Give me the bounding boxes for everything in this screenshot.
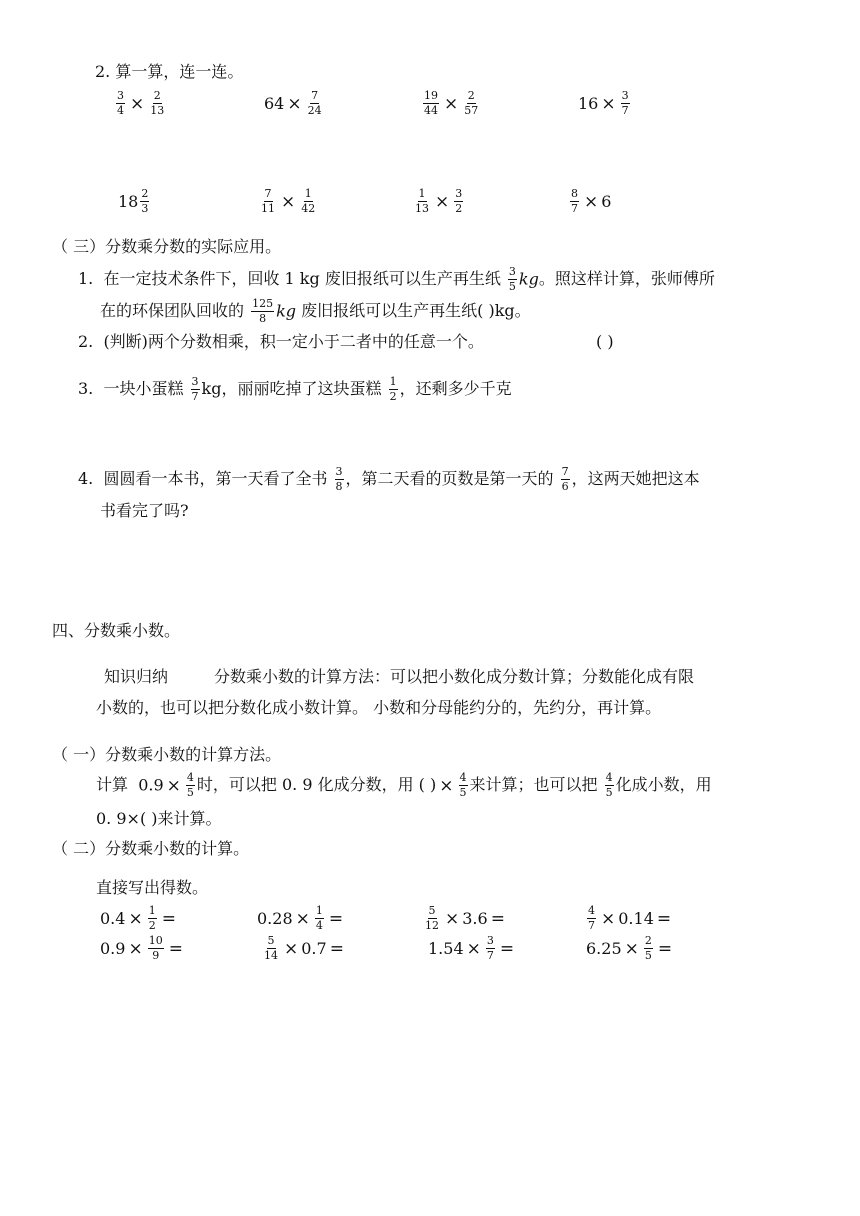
expr-bottom-1: 18 $\frac{2}{3}$ xyxy=(118,187,149,215)
section-3-title: （ 三）分数乘分数的实际应用。 xyxy=(52,237,282,256)
fraction: $\frac{1}{13}$ xyxy=(415,187,429,215)
fraction: $\frac{125}{8}$ xyxy=(252,297,274,325)
fraction: $\frac{3}{8}$ xyxy=(335,465,343,493)
expr-bottom-2: $\frac{7}{11}$ × $\frac{1}{42}$ xyxy=(261,187,316,215)
fraction: $\frac{10}{9}$ xyxy=(148,934,163,962)
fraction: $\frac{4}{5}$ xyxy=(459,771,467,799)
expr-top-1: $\frac{3}{4}$ × $\frac{2}{13}$ xyxy=(117,89,165,117)
fraction: $\frac{3}{4}$ xyxy=(117,89,124,117)
question-2: 2. (判断)两个分数相乘，积一定小于二者中的任意一个。 xyxy=(78,332,484,351)
section-4-title: 四、分数乘小数。 xyxy=(52,621,181,640)
fraction: $\frac{1}{42}$ xyxy=(301,187,316,215)
calc-r2-4: 6.25 × $\frac{2}{5}$ = xyxy=(586,934,673,962)
calc-r1-3: $\frac{5}{12}$ × 3.6 = xyxy=(425,904,505,932)
calc-r2-2: $\frac{5}{14}$ × 0.7 = xyxy=(264,934,344,962)
calc-r2-3: 1.54 × $\frac{3}{7}$ = xyxy=(428,934,515,962)
fraction: $\frac{2}{5}$ xyxy=(644,934,652,962)
fraction: $\frac{7}{24}$ xyxy=(307,89,322,117)
calc-r1-4: $\frac{4}{7}$ × 0.14 = xyxy=(588,904,672,932)
calc-r2-1: 0.9 × $\frac{10}{9}$ = xyxy=(100,934,183,962)
knowledge-text-1: 分数乘小数的计算方法：可以把小数化成分数计算；分数能化成有限 xyxy=(214,667,695,686)
knowledge-label: 知识归纳 xyxy=(104,667,169,686)
fraction: $\frac{5}{12}$ xyxy=(425,904,439,932)
fraction: $\frac{3}{2}$ xyxy=(455,187,463,215)
question-1-line-1: 1. 在一定技术条件下，回收 1 kg 废旧报纸可以生产再生纸 $\frac{3}{5}$ kg。照这样计算，张师傅所 xyxy=(78,265,715,293)
fraction: $\frac{1}{4}$ xyxy=(315,904,323,932)
expr-bottom-4: $\frac{8}{7}$ × 6 xyxy=(571,187,612,215)
subsection-2-title: （ 二）分数乘小数的计算。 xyxy=(52,839,250,858)
question-4-line-2: 书看完了吗? xyxy=(100,501,189,520)
fraction: $\frac{3}{7}$ xyxy=(191,375,199,403)
question-1-line-2: 在的环保团队回收的 $\frac{125}{8}$ kg 废旧报纸可以生产再生纸( )kg。 xyxy=(100,297,531,325)
fraction: $\frac{2}{13}$ xyxy=(150,89,165,117)
subsection-1-line-1: 计算 0.9 × $\frac{4}{5}$ 时，可以把 0. 9 化成分数，用 ( ) × $\frac{4}{5}$ 来计算；也可以把 $\frac{4}{5}$ 化成小数，用 xyxy=(96,771,712,799)
fraction: $\frac{1}{2}$ xyxy=(148,904,156,932)
fraction: $\frac{3}{7}$ xyxy=(621,89,629,117)
question-2-answer-paren: ( ) xyxy=(596,332,614,351)
instruction: 直接写出得数。 xyxy=(96,878,209,897)
fraction: $\frac{2}{57}$ xyxy=(464,89,479,117)
calc-r1-1: 0.4 × $\frac{1}{2}$ = xyxy=(100,904,176,932)
subsection-1-title: （ 一）分数乘小数的计算方法。 xyxy=(52,745,282,764)
expr-bottom-3: $\frac{1}{13}$ × $\frac{3}{2}$ xyxy=(415,187,463,215)
expr-top-3: $\frac{19}{44}$ × $\frac{2}{57}$ xyxy=(424,89,479,117)
fraction: $\frac{4}{7}$ xyxy=(588,904,595,932)
calc-r1-2: 0.28 × $\frac{1}{4}$ = xyxy=(257,904,344,932)
fraction: $\frac{3}{7}$ xyxy=(486,934,494,962)
knowledge-text-2: 小数的，也可以把分数化成小数计算。 小数和分母能约分的，先约分，再计算。 xyxy=(96,698,662,717)
section-2-title: 2. 算一算，连一连。 xyxy=(95,62,244,81)
expr-top-2: 64 × $\frac{7}{24}$ xyxy=(264,89,322,117)
fraction: $\frac{4}{5}$ xyxy=(186,771,194,799)
fraction: $\frac{7}{6}$ xyxy=(561,465,569,493)
fraction: $\frac{1}{2}$ xyxy=(389,375,397,403)
subsection-1-line-2: 0. 9×( )来计算。 xyxy=(96,809,222,828)
fraction: $\frac{19}{44}$ xyxy=(424,89,438,117)
fraction: $\frac{8}{7}$ xyxy=(571,187,578,215)
fraction: $\frac{3}{5}$ xyxy=(508,265,516,293)
question-3: 3. 一块小蛋糕 $\frac{3}{7}$ kg，丽丽吃掉了这块蛋糕 $\frac{1}{2}$ ，还剩多少千克 xyxy=(78,375,512,403)
fraction: $\frac{4}{5}$ xyxy=(605,771,613,799)
fraction: $\frac{2}{3}$ xyxy=(141,187,149,215)
expr-top-4: 16 × $\frac{3}{7}$ xyxy=(578,89,629,117)
fraction: $\frac{5}{14}$ xyxy=(264,934,278,962)
fraction: $\frac{7}{11}$ xyxy=(261,187,275,215)
question-4-line-1: 4. 圆圆看一本书，第一天看了全书 $\frac{3}{8}$ ，第二天看的页数是第一天的 $\frac{7}{6}$ ，这两天她把这本 xyxy=(78,465,700,493)
